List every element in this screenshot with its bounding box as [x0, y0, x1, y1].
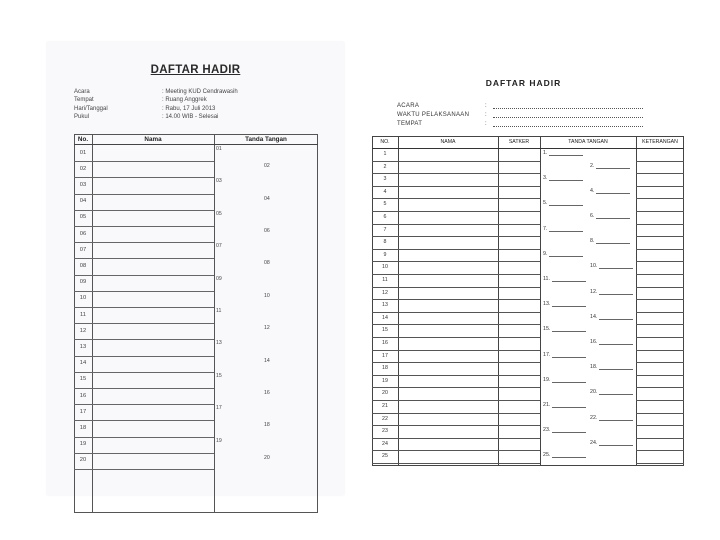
signature-line [549, 175, 583, 181]
row-divider [636, 413, 684, 414]
info-row-tempat [74, 96, 238, 104]
row-number: 7 [383, 226, 387, 233]
row-divider [636, 261, 684, 262]
column-divider [540, 136, 541, 466]
row-divider [636, 161, 684, 162]
row-divider [74, 469, 214, 470]
signature-number: 10 [264, 292, 270, 299]
row-divider [636, 198, 684, 199]
row-number: 02 [79, 165, 87, 172]
row-divider [74, 372, 214, 373]
signature-slot [543, 276, 586, 282]
row-number: 20 [79, 457, 87, 464]
signature-number: 16 [264, 390, 270, 396]
attendance-table [372, 136, 684, 466]
sheet-title: DAFTAR HADIR [150, 64, 241, 76]
row-divider [372, 312, 540, 313]
signature-number: 17. [543, 351, 551, 358]
row-divider [636, 425, 684, 426]
header-divider [372, 148, 684, 149]
signature-number: 23. [543, 427, 551, 434]
signature-number: 6. [590, 213, 595, 219]
signature-line [599, 339, 633, 345]
row-divider [74, 339, 214, 340]
row-divider [636, 324, 684, 325]
row-divider [636, 249, 684, 250]
row-number: 13 [382, 302, 388, 309]
row-divider [636, 312, 684, 313]
signature-number: 04 [264, 195, 270, 202]
row-number: 18 [79, 424, 87, 431]
row-divider [74, 161, 214, 162]
signature-line [599, 440, 633, 446]
signature-number: 15. [543, 326, 551, 333]
header-satker: SATKER [508, 139, 530, 145]
signature-number: 24. [590, 439, 598, 446]
header-divider [74, 144, 318, 145]
attendance-sheet-right [347, 60, 700, 478]
signature-number: 02 [264, 163, 270, 170]
signature-line [552, 402, 586, 408]
row-divider [372, 261, 540, 262]
row-divider [372, 375, 540, 376]
row-divider [74, 226, 214, 227]
info-value: : Rabu, 17 Juli 2013 [162, 105, 216, 112]
row-divider [372, 211, 540, 212]
info-label: Tempat [74, 97, 94, 104]
row-divider [636, 400, 684, 401]
row-divider [636, 350, 684, 351]
row-number: 23 [382, 428, 388, 435]
signature-slot [543, 175, 583, 181]
signature-number: 9. [543, 250, 548, 257]
signature-slot [543, 251, 583, 257]
info-colon: : [485, 103, 487, 110]
signature-line [552, 377, 586, 383]
signature-slot [590, 213, 630, 219]
row-number: 21 [382, 403, 388, 409]
row-number: 2 [383, 163, 387, 170]
row-divider [372, 198, 540, 199]
event-info [74, 88, 238, 121]
row-number: 19 [382, 377, 388, 384]
signature-number: 01 [216, 146, 222, 152]
row-number: 14 [79, 360, 87, 367]
row-divider [74, 388, 214, 389]
signature-slot [543, 377, 586, 383]
row-divider [74, 437, 214, 438]
signature-number: 20. [590, 389, 598, 396]
row-number: 25 [382, 453, 388, 460]
signature-slot [590, 389, 633, 395]
row-divider [636, 236, 684, 237]
signature-line [552, 326, 586, 332]
row-divider [636, 287, 684, 288]
fill-in-line [493, 111, 643, 118]
signature-number: 20 [264, 454, 270, 461]
info-row-hari-tanggal [74, 105, 238, 113]
signature-line [552, 452, 586, 458]
signature-number: 3. [543, 175, 548, 182]
signature-line [549, 150, 583, 156]
signature-number: 14. [590, 313, 598, 320]
row-number: 4 [383, 188, 387, 195]
row-number: 10 [382, 264, 388, 271]
header-tanda-tangan: Tanda Tangan [245, 136, 287, 143]
row-divider [74, 356, 214, 357]
row-number: 15 [382, 327, 388, 334]
info-row-acara [74, 88, 238, 96]
row-number: 03 [79, 181, 87, 188]
info-colon: : [485, 121, 487, 128]
header-nama: Nama [144, 136, 162, 143]
signature-number: 16. [590, 339, 598, 345]
info-label: TEMPAT [397, 121, 423, 128]
row-number: 04 [79, 198, 87, 205]
signature-line [596, 213, 630, 219]
signature-slot [590, 238, 630, 244]
row-number: 22 [382, 415, 388, 422]
row-number: 12 [79, 327, 87, 334]
row-divider [372, 413, 540, 414]
row-divider [372, 274, 540, 275]
info-row-tempat [397, 120, 643, 129]
signature-number: 18 [264, 422, 270, 429]
signature-number: 08 [264, 260, 270, 267]
signature-number: 7. [543, 225, 548, 232]
signature-number: 11 [216, 308, 222, 314]
row-divider [372, 387, 540, 388]
signature-line [599, 314, 633, 320]
row-divider [636, 211, 684, 212]
signature-line [549, 200, 583, 206]
row-number: 1 [383, 151, 387, 157]
row-number: 17 [382, 352, 388, 359]
column-divider [214, 134, 215, 513]
signature-line [552, 301, 586, 307]
signature-number: 03 [216, 178, 222, 185]
signature-slot [543, 326, 586, 332]
signature-line [596, 238, 630, 244]
signature-slot [590, 415, 633, 421]
signature-slot [543, 402, 586, 408]
signature-number: 19. [543, 376, 551, 383]
row-divider [372, 450, 540, 451]
row-divider [636, 463, 684, 464]
row-divider [636, 438, 684, 439]
signature-number: 21. [543, 402, 551, 408]
signature-slot [590, 440, 633, 446]
row-number: 5 [383, 201, 387, 208]
row-number: 13 [79, 343, 87, 350]
row-divider [636, 274, 684, 275]
row-divider [372, 337, 540, 338]
row-divider [372, 350, 540, 351]
header-keterangan: KETERANGAN [642, 139, 678, 145]
row-divider [636, 299, 684, 300]
signature-line [599, 415, 633, 421]
signature-slot [543, 452, 586, 458]
row-number: 12 [382, 289, 388, 296]
row-number: 18 [382, 365, 388, 372]
signature-line [599, 263, 633, 269]
signature-line [552, 427, 586, 433]
signature-slot [590, 289, 633, 295]
signature-number: 06 [264, 228, 270, 234]
row-divider [636, 186, 684, 187]
row-divider [636, 337, 684, 338]
row-divider [636, 375, 684, 376]
row-divider [372, 299, 540, 300]
row-divider [74, 177, 214, 178]
row-divider [74, 242, 214, 243]
row-divider [372, 249, 540, 250]
info-label: WAKTU PELAKSANAAN [397, 112, 470, 119]
row-divider [74, 323, 214, 324]
signature-line [596, 188, 630, 194]
signature-number: 12 [264, 325, 270, 332]
signature-slot [590, 339, 633, 345]
signature-slot [543, 352, 586, 358]
signature-number: 13. [543, 301, 551, 308]
signature-line [599, 389, 633, 395]
signature-line [599, 289, 633, 295]
row-number: 11 [79, 311, 87, 318]
signature-number: 05 [216, 210, 222, 217]
signature-slot [590, 188, 630, 194]
row-divider [636, 173, 684, 174]
info-label: ACARA [397, 103, 420, 110]
info-colon: : [485, 112, 487, 119]
row-number: 6 [383, 214, 387, 220]
row-number: 16 [79, 392, 87, 399]
row-number: 9 [383, 251, 387, 258]
signature-number: 07 [216, 243, 222, 250]
sheet-title: DAFTAR HADIR [485, 78, 562, 88]
row-number: 19 [79, 441, 87, 448]
info-label: Acara [74, 89, 90, 95]
signature-number: 8. [590, 238, 595, 245]
signature-number: 14 [264, 357, 270, 364]
row-divider [74, 210, 214, 211]
signature-slot [590, 163, 630, 169]
info-row-acara [397, 102, 643, 111]
row-divider [372, 438, 540, 439]
signature-slot [543, 200, 583, 206]
row-number: 11 [382, 277, 388, 283]
row-number: 17 [79, 408, 87, 415]
row-divider [74, 420, 214, 421]
signature-number: 13 [216, 340, 222, 347]
signature-number: 15 [216, 372, 222, 379]
signature-number: 11. [543, 276, 550, 282]
signature-number: 2. [590, 162, 595, 169]
info-value: : Ruang Anggrek [162, 97, 207, 104]
attendance-sheet-left [47, 42, 344, 495]
row-number: 15 [79, 376, 87, 383]
signature-slot [543, 427, 586, 433]
header-tanda-tangan: TANDA TANGAN [568, 139, 608, 145]
row-divider [636, 387, 684, 388]
signature-number: 25. [543, 452, 551, 459]
row-divider [74, 194, 214, 195]
row-number: 09 [79, 279, 87, 286]
fill-in-line [493, 102, 643, 109]
row-number: 8 [383, 239, 387, 246]
row-divider [74, 291, 214, 292]
signature-slot [543, 226, 583, 232]
signature-line [549, 251, 583, 257]
row-number: 06 [79, 230, 87, 237]
info-label: Hari/Tanggal [74, 105, 108, 112]
signature-slot [590, 263, 633, 269]
row-number: 10 [79, 295, 87, 302]
row-number: 20 [382, 390, 388, 397]
row-divider [74, 307, 214, 308]
row-number: 24 [382, 440, 388, 447]
header-no: NO. [380, 139, 390, 145]
signature-number: 09 [216, 275, 222, 282]
row-divider [372, 224, 540, 225]
info-value: : Meeting KUD Cendrawasih [162, 89, 238, 95]
row-number: 05 [79, 214, 87, 221]
signature-number: 12. [590, 288, 598, 295]
row-divider [372, 236, 540, 237]
signature-number: 22. [590, 414, 598, 421]
signature-number: 5. [543, 200, 548, 207]
info-value: : 14.00 WIB - Selesai [162, 113, 219, 120]
signature-number: 4. [590, 187, 595, 194]
info-label: Pukul [74, 113, 90, 120]
row-divider [74, 275, 214, 276]
row-divider [372, 463, 540, 464]
row-divider [74, 404, 214, 405]
fill-in-line [493, 120, 643, 127]
info-row-pukul [74, 113, 238, 121]
attendance-table [74, 134, 318, 513]
row-divider [372, 173, 540, 174]
signature-slot [590, 364, 633, 370]
signature-slot [543, 150, 583, 156]
row-number: 16 [382, 340, 388, 346]
signature-number: 17 [216, 405, 222, 412]
signature-number: 18. [590, 364, 598, 371]
row-divider [372, 324, 540, 325]
header-no: No. [77, 136, 89, 143]
row-divider [372, 425, 540, 426]
event-info [397, 102, 643, 129]
row-number: 08 [79, 262, 87, 269]
signature-slot [543, 301, 586, 307]
row-number: 3 [383, 176, 387, 183]
row-divider [372, 287, 540, 288]
signature-number: 1. [543, 150, 548, 156]
signature-line [549, 226, 583, 232]
row-number: 07 [79, 246, 87, 253]
row-divider [636, 450, 684, 451]
row-divider [372, 161, 540, 162]
signature-line [596, 163, 630, 169]
row-divider [372, 400, 540, 401]
row-divider [74, 453, 214, 454]
signature-number: 19 [216, 437, 222, 444]
info-row-waktu [397, 111, 643, 120]
row-number: 14 [382, 314, 388, 321]
row-divider [636, 224, 684, 225]
row-divider [372, 186, 540, 187]
signature-line [552, 352, 586, 358]
row-divider [636, 362, 684, 363]
row-divider [372, 362, 540, 363]
signature-slot [590, 314, 633, 320]
row-number: 01 [79, 149, 87, 156]
row-divider [74, 258, 214, 259]
header-nama: NAMA [440, 139, 456, 145]
signature-line [552, 276, 586, 282]
signature-number: 10. [590, 263, 598, 270]
signature-line [599, 364, 633, 370]
